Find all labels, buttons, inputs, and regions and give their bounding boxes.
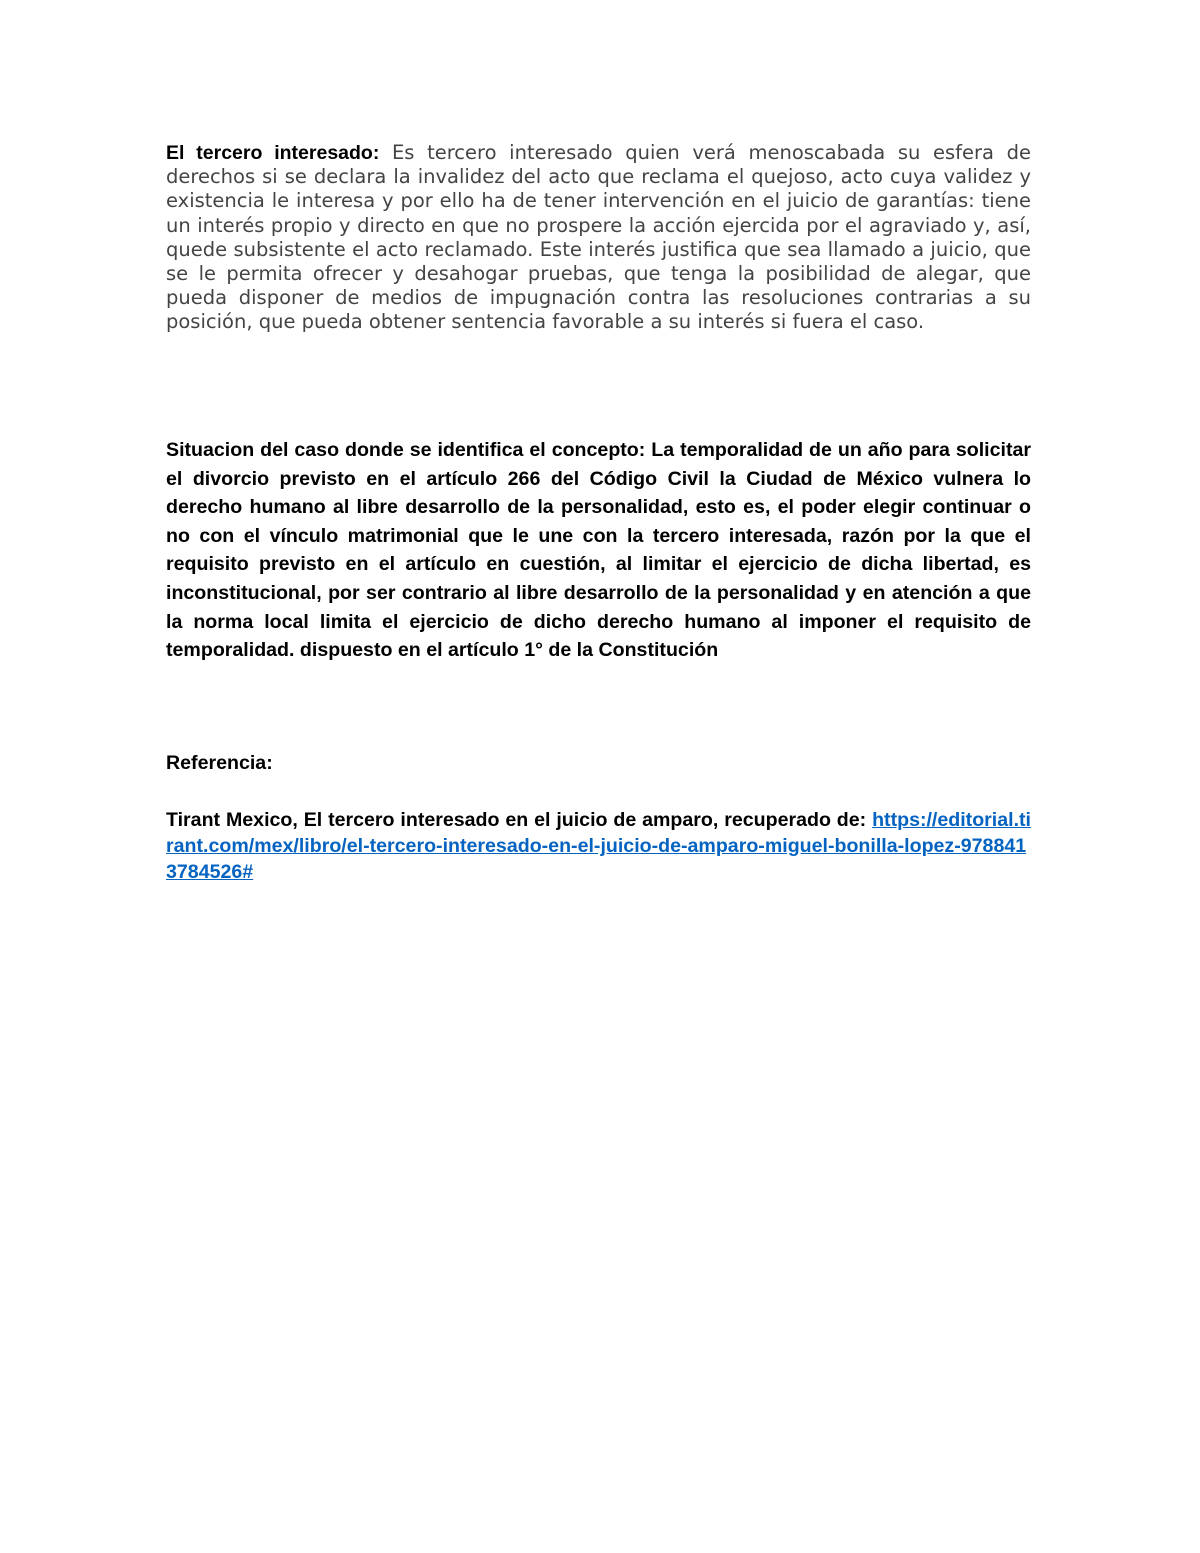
document-content: [166, 141, 1031, 883]
reference-heading: Referencia:: [166, 752, 273, 774]
definition-term: El tercero interesado:: [166, 142, 380, 164]
reference-citation: [166, 807, 1031, 885]
case-paragraph: Situacion del caso donde se identifica el concepto: La temporalidad de un año para solicitar el divorcio previsto en el artículo 266 del Código Civil la Ciudad de México vulnera lo derecho humano al libre desarrollo de la personalidad, esto es, el poder elegir continuar o no con el vínculo matrimonial que le une con la tercero interesada, razón por la que el requisito previsto en el artículo en cuestión, al limitar el ejercicio de dicha libertad, es inconstitucional, por ser contrario al libre desarrollo de la personalidad y en atención a que la norma local limita el ejercicio de dicho derecho humano al imponer el requisito de temporalidad. dispuesto en el artículo 1° de la Constitución: [166, 439, 1031, 662]
reference-citation-text: Tirant Mexico, El tercero interesado en el juicio de amparo, recuperado de:: [166, 809, 873, 831]
definition-text: Es tercero interesado quien verá menoscabada su esfera de derechos si se declara la invalidez del acto que reclama el quejoso, acto cuya validez y existencia le interesa y por ello ha de tener intervención en el juicio de garantías: tiene un interés propio y directo en que no prospere la acción ejercida por el agraviado y, así, quede subsistente el acto reclamado. Este interés justifica que sea llamado a juicio, que se le permita ofrecer y desahogar pruebas, que tenga la posibilidad de alegar, que pueda disponer de medios de impugnación contra las resoluciones contrarias a su posición, que pueda obtener sentencia favorable a su interés si fuera el caso.: [166, 141, 1031, 334]
reference-link[interactable]: https://editorial.tirant.com/mex/libro/el-tercero-interesado-en-el-juicio-de-amparo-miguel-bonilla-lopez-9788413784526#: [166, 809, 1031, 883]
definition-paragraph: [166, 141, 1031, 335]
